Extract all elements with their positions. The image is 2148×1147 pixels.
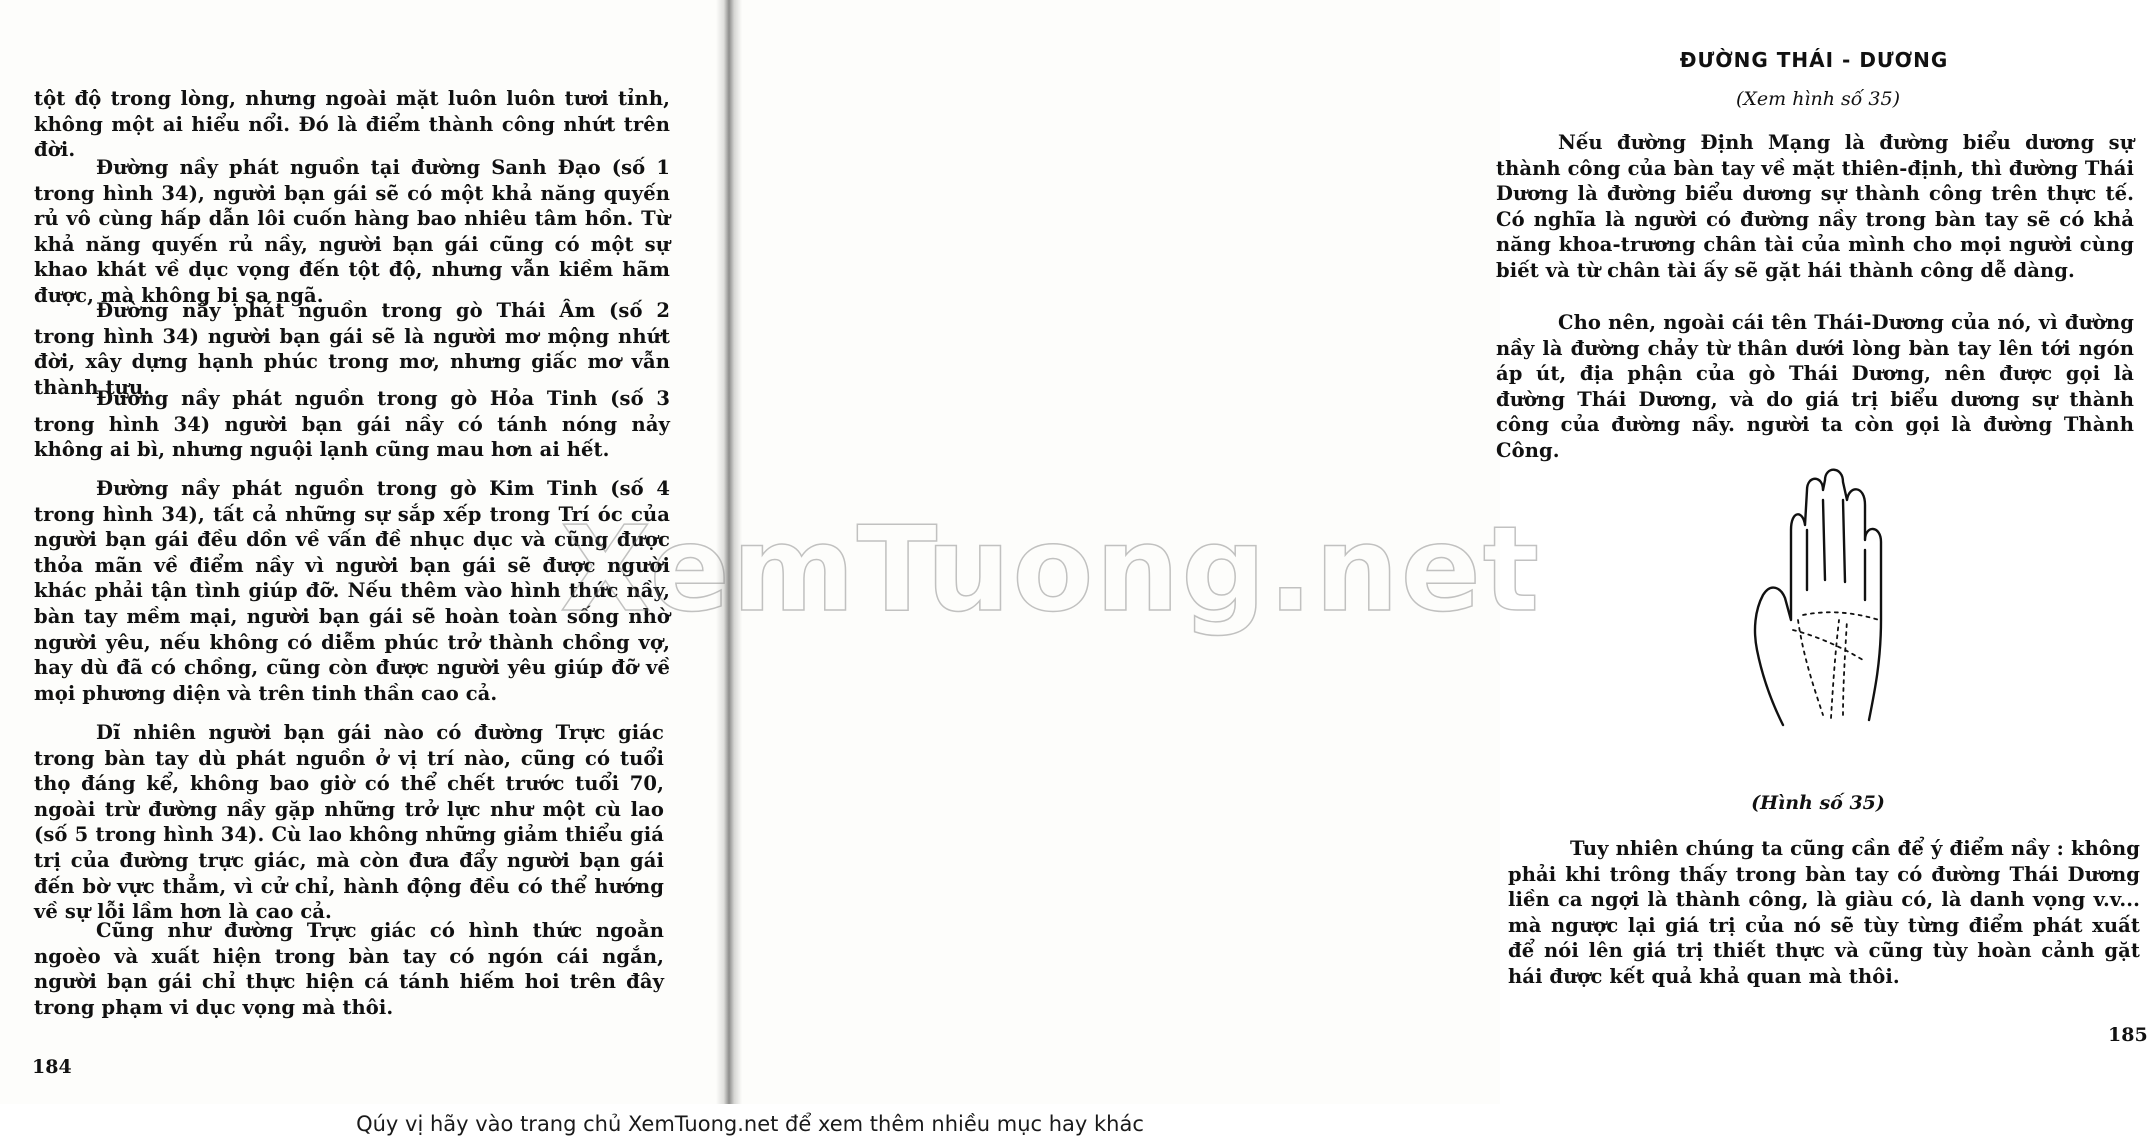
left-paragraph-7: Cũng như đường Trực giác có hình thức ngoằn ngoèo và xuất hiện trong bàn tay có ngón cái ngắn, người bạn gái chỉ thực hiện cá tánh hiếm hoi trên đây trong phạm vi dục vọng mà thôi.: [34, 919, 664, 1019]
left-paragraph-6: Dĩ nhiên người bạn gái nào có đường Trực giác trong bàn tay dù phát nguồn ở vị trí nào, cũng có tuổi thọ đáng kể, không bao giờ có thể chết trước tuổi 70, ngoài trừ đường nầy gặp những trở lực như một cù lao (số 5 trong hình 34). Cù lao không những giảm thiểu giá trị của đường trực giác, mà còn đưa đẩy người bạn gái đến bờ vực thẳm, vì cử chỉ, hành động đều có thể hướng về sự lỗi lầm hơn là cao cả.: [34, 721, 664, 924]
finger-line-2: [1823, 500, 1825, 580]
page-number-left: 184: [32, 1056, 72, 1078]
hand-outline: [1755, 470, 1881, 725]
right-page: [738, 0, 2148, 1110]
right-paragraph-3: Tuy nhiên chúng ta cũng cần để ý điểm nầy : không phải khi trông thấy trong bàn tay có đường Thái Dương liền ca ngợi là thành công, là giàu có, là danh vọng v.v... mà ngược lại giá trị của nó sẽ tùy từng điểm phát xuất để nói lên giá trị thiết thực và cũng tùy hoàn cảnh gặt hái được kết quả khả quan mà thôi.: [1508, 837, 2140, 988]
heart-line: [1803, 612, 1879, 620]
palm-illustration: [1743, 470, 1918, 740]
section-heading: ĐƯỜNG THÁI - DƯƠNG: [1679, 48, 1949, 72]
fate-line: [1831, 620, 1839, 718]
head-line: [1793, 630, 1863, 660]
left-paragraph-1: tột độ trong lòng, nhưng ngoài mặt luôn luôn tươi tỉnh, không một ai hiểu nổi. Đó là điểm thành công nhứt trên đời.: [34, 87, 670, 162]
page-number-right: 185: [2108, 1024, 2148, 1046]
footer-banner: Qúy vị hãy vào trang chủ XemTuong.net để xem thêm nhiều mục hay khác: [0, 1104, 1500, 1147]
section-subheading: (Xem hình số 35): [1735, 88, 1901, 110]
site-watermark: XemTuong.net: [560, 500, 1542, 638]
sun-line: [1843, 620, 1847, 715]
left-paragraph-4: Đường nầy phát nguồn trong gò Hỏa Tinh (số 3 trong hình 34) người bạn gái nầy có tánh nóng nảy không ai bì, nhưng nguội lạnh cũng mau hơn ai hết.: [34, 387, 670, 462]
right-paragraph-1: Nếu đường Định Mạng là đường biểu dương sự thành công của bàn tay về mặt thiên-định, thì đường Thái Dương là đường biểu dương sự thành công trên thực tế. Có nghĩa là người có đường nầy trong bàn tay sẽ có khả năng khoa-trương chân tài của mình cho mọi người cùng biết và từ chân tài ấy sẽ gặt hái thành công dễ dàng.: [1496, 131, 2134, 282]
left-paragraph-2: Đường nầy phát nguồn tại đường Sanh Đạo (số 1 trong hình 34), người bạn gái sẽ có một khả năng quyến rủ vô cùng hấp dẫn lôi cuốn hàng bao nhiêu tâm hồn. Từ khả năng quyến rủ nầy, người bạn gái cũng có một sự khao khát về dục vọng đến tột độ, nhưng vẫn kiềm hãm được, mà không bị sa ngã.: [34, 156, 670, 307]
figure-caption: (Hình số 35): [1751, 792, 1885, 814]
left-paragraph-5: Đường nầy phát nguồn trong gò Kim Tinh (số 4 trong hình 34), tất cả những sự sắp xếp trong Trí óc của người bạn gái đều dồn về vấn đề nhục dục và cũng được thỏa mãn về điểm nầy vì người bạn gái sẽ được người khác phải tận tình giúp đỡ. Nếu thêm vào hình thức nầy, bàn tay mềm mại, người bạn gái sẽ hoàn toàn sống nhờ người yêu, nếu không có diễm phúc trở thành chồng vợ, hay dù đã có chồng, cũng còn được người yêu giúp đỡ về mọi phương diện và trên tinh thần cao cả.: [34, 477, 670, 705]
left-paragraph-3: Đường nầy phát nguồn trong gò Thái Âm (số 2 trong hình 34) người bạn gái sẽ là người mơ mộng nhứt đời, xây dựng hạnh phúc trong mơ, nhưng giấc mơ vẫn thành tựu.: [34, 299, 670, 399]
left-page: [0, 0, 722, 1110]
finger-line-3: [1843, 500, 1845, 582]
life-line: [1798, 620, 1823, 715]
right-paragraph-2: Cho nên, ngoài cái tên Thái-Dương của nó, vì đường nầy là đường chảy từ thân dưới lòng bàn tay lên tới ngón áp út, địa phận của gò Thái Dương, nên được gọi là đường Thái Dương, và do giá trị biểu dương sự thành công của đường nầy. người ta còn gọi là đường Thành Công.: [1496, 311, 2134, 462]
